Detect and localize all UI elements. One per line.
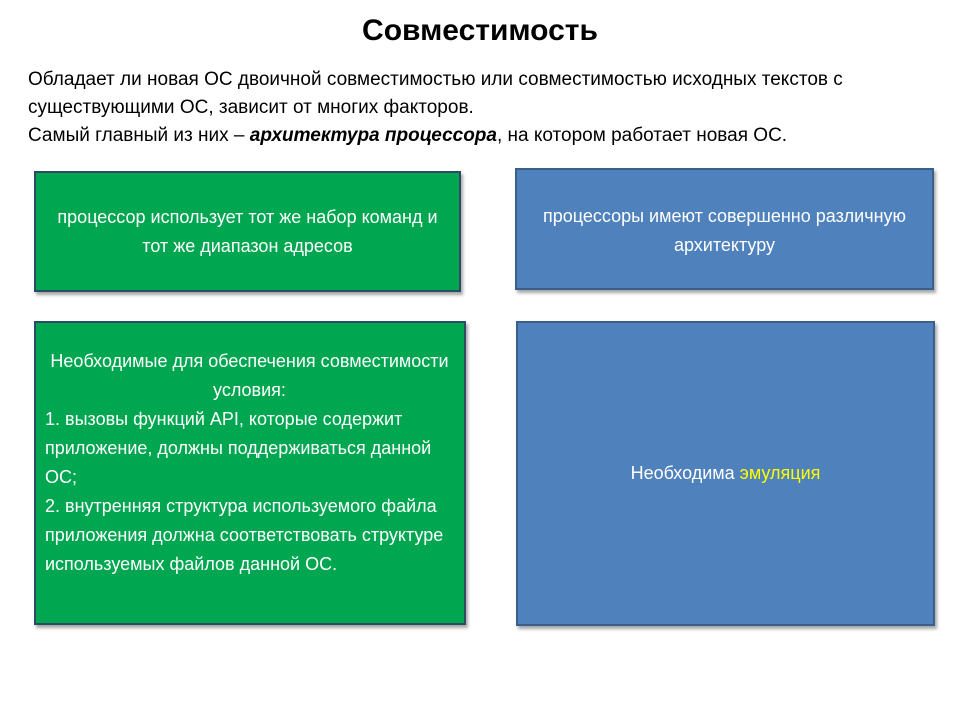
intro-line-2-start: Самый главный из них – — [28, 125, 250, 146]
intro-line-2 — [28, 122, 928, 150]
processor-architecture-emphasis: архитектура процессора — [249, 125, 497, 146]
emulation-text — [631, 459, 821, 488]
emulation-box — [516, 321, 935, 626]
intro-line-1: Обладает ли новая ОС двоичной совместимостью или совместимостью исходных текстов с существующими ОС, зависит от многих факторов. — [28, 69, 843, 118]
same-architecture-text: процессор использует тот же набор команд и тот же диапазон адресов — [57, 206, 438, 256]
intro-line-2-end: , на котором работает новая ОС. — [496, 125, 788, 146]
conditions-heading: Необходимые для обеспечения совместимости условия: — [50, 351, 449, 400]
condition-item-1: 1. вызовы функций API, которые содержит приложение, должны поддерживаться данной ОС; — [45, 409, 432, 487]
slide-title: Совместимость — [362, 14, 598, 47]
different-architecture-text: процессоры имеют совершенно различную архитектуру — [542, 206, 907, 255]
condition-item-2: 2. внутренняя структура используемого файла приложения должна соответствовать структуре используемых файлов данной ОС. — [45, 496, 444, 574]
emulation-keyword: эмуляция — [739, 463, 821, 483]
intro-text — [28, 66, 928, 150]
different-architecture-box — [515, 168, 934, 290]
compatibility-conditions-box — [34, 321, 466, 625]
emulation-prefix: Необходима — [630, 463, 740, 483]
same-architecture-box — [34, 171, 461, 292]
